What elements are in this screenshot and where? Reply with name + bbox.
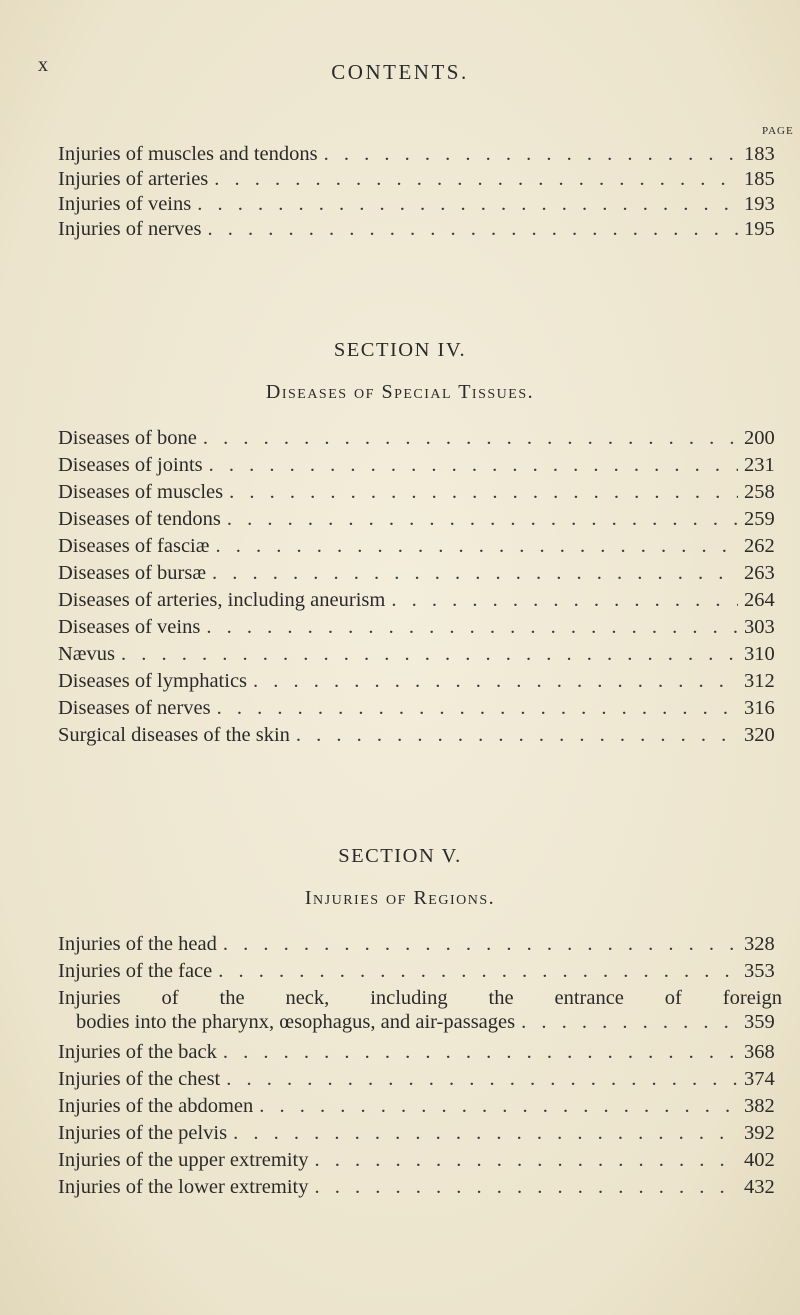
- dot-leader: [229, 480, 738, 504]
- toc-entry-title-line1: Injuries of the neck, including the entrance of foreign: [58, 987, 782, 1009]
- toc-entry[interactable]: [58, 561, 782, 585]
- toc-entry[interactable]: [58, 723, 782, 747]
- toc-entry-page: 368: [744, 1041, 775, 1063]
- dot-leader: [214, 167, 738, 191]
- toc-entry-page: 328: [744, 933, 775, 955]
- toc-entry-page: 432: [744, 1176, 775, 1198]
- toc-entry-title: Injuries of muscles and tendons: [58, 143, 318, 165]
- section-heading: SECTION IV.: [333, 339, 467, 361]
- toc-entry-page: 382: [744, 1095, 775, 1117]
- toc-entry[interactable]: [58, 642, 782, 666]
- toc-entry[interactable]: [58, 1175, 782, 1199]
- toc-entry-title: Diseases of arteries, including aneurism: [58, 589, 386, 611]
- toc-entry[interactable]: [58, 142, 782, 166]
- toc-entry[interactable]: [58, 1040, 782, 1064]
- toc-entry-page: 303: [744, 616, 775, 638]
- dot-leader: [233, 1121, 738, 1145]
- toc-entry-title: Injuries of the back: [58, 1041, 217, 1063]
- toc-entry[interactable]: [58, 986, 782, 1034]
- dot-leader: [314, 1175, 738, 1199]
- toc-entry-page: 392: [744, 1122, 775, 1144]
- toc-entry-title: Injuries of the head: [58, 933, 217, 955]
- toc-entry-page: 185: [744, 168, 775, 190]
- toc-entry[interactable]: [58, 696, 782, 720]
- toc-entry-title: Injuries of the chest: [58, 1068, 221, 1090]
- toc-entry-page: 263: [744, 562, 775, 584]
- toc-entry-title: Injuries of the abdomen: [58, 1095, 254, 1117]
- toc-entry[interactable]: [58, 534, 782, 558]
- dot-leader: [259, 1094, 738, 1118]
- toc-entry-page: 402: [744, 1149, 775, 1171]
- toc-entry[interactable]: [58, 1148, 782, 1172]
- page-number: x: [38, 54, 49, 76]
- dot-leader: [209, 453, 738, 477]
- dot-leader: [227, 507, 738, 531]
- dot-leader: [324, 142, 738, 166]
- dot-leader: [197, 192, 738, 216]
- toc-entry-title: Surgical diseases of the skin: [58, 724, 290, 746]
- toc-entry[interactable]: [58, 615, 782, 639]
- toc-entry[interactable]: [58, 167, 782, 191]
- toc-entry[interactable]: [58, 959, 782, 983]
- toc-entry-title: Injuries of the lower extremity: [58, 1176, 309, 1198]
- dot-leader: [203, 426, 738, 450]
- toc-entry-page: 316: [744, 697, 775, 719]
- toc-entry-title: Diseases of fasciæ: [58, 535, 210, 557]
- toc-entry[interactable]: [58, 507, 782, 531]
- toc-entry[interactable]: [58, 480, 782, 504]
- toc-entry-page: 353: [744, 960, 775, 982]
- section-subheading: Injuries of Regions.: [304, 887, 496, 909]
- toc-entry[interactable]: [58, 217, 782, 241]
- toc-entry[interactable]: [58, 669, 782, 693]
- toc-entry-page: 310: [744, 643, 775, 665]
- toc-entry-title: Injuries of the face: [58, 960, 213, 982]
- toc-entry-title: Injuries of veins: [58, 193, 192, 215]
- toc-entry-title: Injuries of the pelvis: [58, 1122, 228, 1144]
- toc-entry-page: 193: [744, 193, 775, 215]
- toc-entry[interactable]: [58, 1067, 782, 1091]
- dot-leader: [314, 1148, 738, 1172]
- toc-entry[interactable]: [58, 1094, 782, 1118]
- dot-leader: [521, 1010, 738, 1034]
- dot-leader: [217, 696, 738, 720]
- toc-entry-page: 259: [744, 508, 775, 530]
- dot-leader: [226, 1067, 738, 1091]
- toc-entry-title: Injuries of arteries: [58, 168, 209, 190]
- dot-leader: [391, 588, 738, 612]
- toc-entry-title: Diseases of tendons: [58, 508, 221, 530]
- toc-entry-page: 258: [744, 481, 775, 503]
- toc-entry-page: 231: [744, 454, 775, 476]
- toc-entry-page: 374: [744, 1068, 775, 1090]
- dot-leader: [215, 534, 738, 558]
- toc-entry-page: 262: [744, 535, 775, 557]
- dot-leader: [296, 723, 738, 747]
- toc-entry-title: Diseases of lymphatics: [58, 670, 248, 692]
- toc-entry[interactable]: [58, 932, 782, 956]
- dot-leader: [121, 642, 738, 666]
- section-subheading: Diseases of Special Tissues.: [265, 381, 535, 403]
- toc-entry-title: Diseases of bone: [58, 427, 197, 449]
- running-head: CONTENTS.: [331, 60, 469, 84]
- toc-entry[interactable]: [58, 588, 782, 612]
- toc-entry-page: 312: [744, 670, 775, 692]
- toc-entry-title-line2: bodies into the pharynx, œsophagus, and air-passages: [76, 1011, 516, 1033]
- toc-entry-title: Diseases of nerves: [58, 697, 211, 719]
- toc-entry-title: Diseases of muscles: [58, 481, 224, 503]
- dot-leader: [253, 669, 738, 693]
- toc-entry-page: 200: [744, 427, 775, 449]
- toc-entry-page: 359: [744, 1011, 775, 1033]
- dot-leader: [207, 217, 738, 241]
- toc-entry-title: Diseases of bursæ: [58, 562, 207, 584]
- toc-entry[interactable]: [58, 192, 782, 216]
- toc-entry-title: Nævus: [58, 643, 115, 665]
- toc-entry[interactable]: [58, 1121, 782, 1145]
- toc-entry-page: 320: [744, 724, 775, 746]
- toc-entry[interactable]: [58, 453, 782, 477]
- toc-entry[interactable]: [58, 426, 782, 450]
- page-column-label: PAGE: [762, 125, 794, 137]
- section-heading: SECTION V.: [338, 845, 462, 867]
- dot-leader: [223, 1040, 738, 1064]
- toc-entry-page: 183: [744, 143, 775, 165]
- toc-entry-title: Diseases of veins: [58, 616, 201, 638]
- toc-entry-page: 195: [744, 218, 775, 240]
- toc-entry-title: Injuries of the upper extremity: [58, 1149, 309, 1171]
- dot-leader: [223, 932, 738, 956]
- dot-leader: [212, 561, 738, 585]
- toc-entry-title: Injuries of nerves: [58, 218, 202, 240]
- dot-leader: [218, 959, 738, 983]
- toc-entry-title: Diseases of joints: [58, 454, 203, 476]
- toc-entry-page: 264: [744, 589, 775, 611]
- dot-leader: [206, 615, 738, 639]
